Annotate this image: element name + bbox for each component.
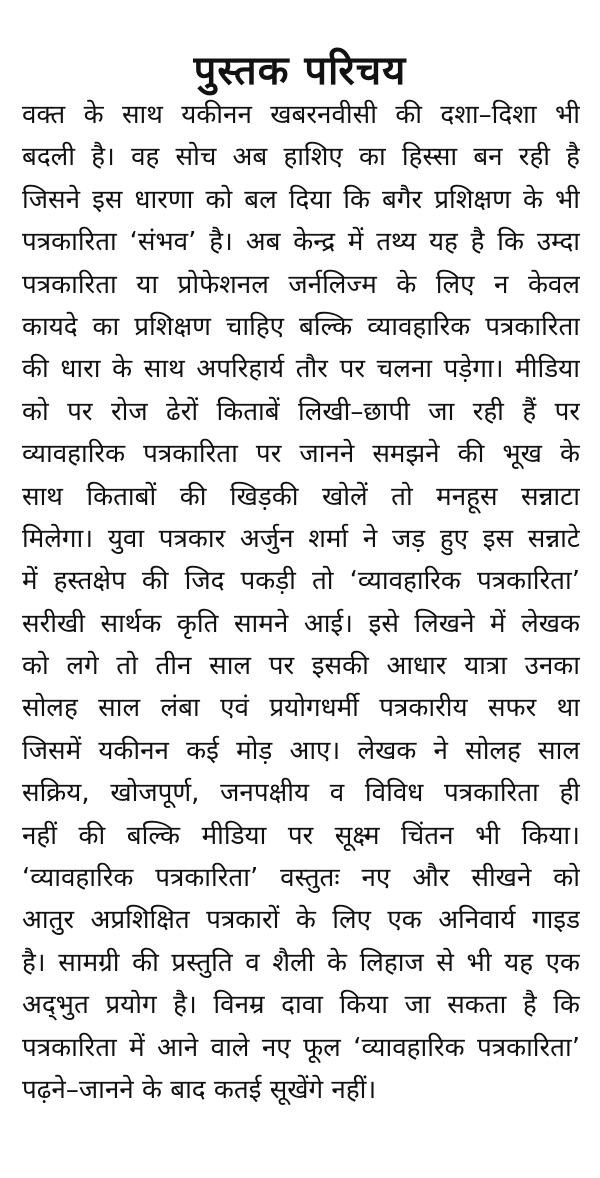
- text-line: पत्रकारिता में आने वाले नए फूल ‘व्यावहारिक पत्रकारिता’: [22, 1032, 580, 1063]
- text-line: आतुर अप्रशिक्षित पत्रकारों के लिए एक अनिवार्य गाइड: [22, 905, 580, 936]
- text-line: साथ किताबों की खिड़की खोलें तो मनहूस सन्नाटा: [22, 481, 580, 512]
- text-line: बदली है। वह सोच अब हाशिए का हिस्सा बन रही है: [22, 142, 580, 173]
- text-line: नहीं की बल्कि मीडिया पर सूक्ष्म चिंतन भी किया।: [22, 820, 580, 851]
- text-line: सरीखी सार्थक कृति सामने आई। इसे लिखने में लेखक: [22, 608, 580, 639]
- text-line: जिसमें यकीनन कई मोड़ आए। लेखक ने सोलह साल: [22, 735, 580, 766]
- text-line: सक्रिय, खोजपूर्ण, जनपक्षीय व विविध पत्रकारिता ही: [22, 778, 580, 809]
- text-line: सोलह साल लंबा एवं प्रयोगधर्मी पत्रकारीय सफर था: [22, 693, 580, 724]
- text-line: पत्रकारिता ‘संभव’ है। अब केन्द्र में तथ्य यह है कि उम्दा: [22, 227, 580, 258]
- text-line: ‘व्यावहारिक पत्रकारिता’ वस्तुतः नए और सीखने को: [22, 863, 580, 894]
- text-line: है। सामग्री की प्रस्तुति व शैली के लिहाज से भी यह एक: [22, 947, 580, 978]
- text-line: कायदे का प्रशिक्षण चाहिए बल्कि व्यावहारिक पत्रकारिता: [22, 311, 580, 342]
- text-line: मिलेगा। युवा पत्रकार अर्जुन शर्मा ने जड़ हुए इस सन्नाटे: [22, 523, 580, 554]
- text-line: को पर रोज ढेरों किताबें लिखी–छापी जा रही हैं पर: [22, 396, 580, 427]
- text-line: को लगे तो तीन साल पर इसकी आधार यात्रा उनका: [22, 651, 580, 682]
- text-line: अद्‌भुत प्रयोग है। विनम्र दावा किया जा सकता है कि: [22, 990, 580, 1021]
- text-line: वक्त के साथ यकीनन खबरनवीसी की दशा–दिशा भी: [22, 100, 580, 130]
- text-line: पत्रकारिता या प्रोफेशनल जर्नलिज्म के लिए न केवल: [22, 269, 580, 300]
- text-line: व्यावहारिक पत्रकारिता पर जानने समझने की भूख के: [22, 439, 580, 470]
- text-line: में हस्तक्षेप की जिद पकड़ी तो ‘व्यावहारिक पत्रकारिता’: [22, 566, 580, 597]
- text-line: की धारा के साथ अपरिहार्य तौर पर चलना पड़ेगा। मीडिया: [22, 354, 580, 385]
- text-line: जिसने इस धारणा को बल दिया कि बगैर प्रशिक्षण के भी: [22, 184, 580, 215]
- text-line: पढ़ने–जानने के बाद कतई सूखेंगे नहीं।: [22, 1074, 377, 1105]
- article-body: [22, 94, 580, 1111]
- page-title: पुस्तक परिचय: [193, 47, 407, 94]
